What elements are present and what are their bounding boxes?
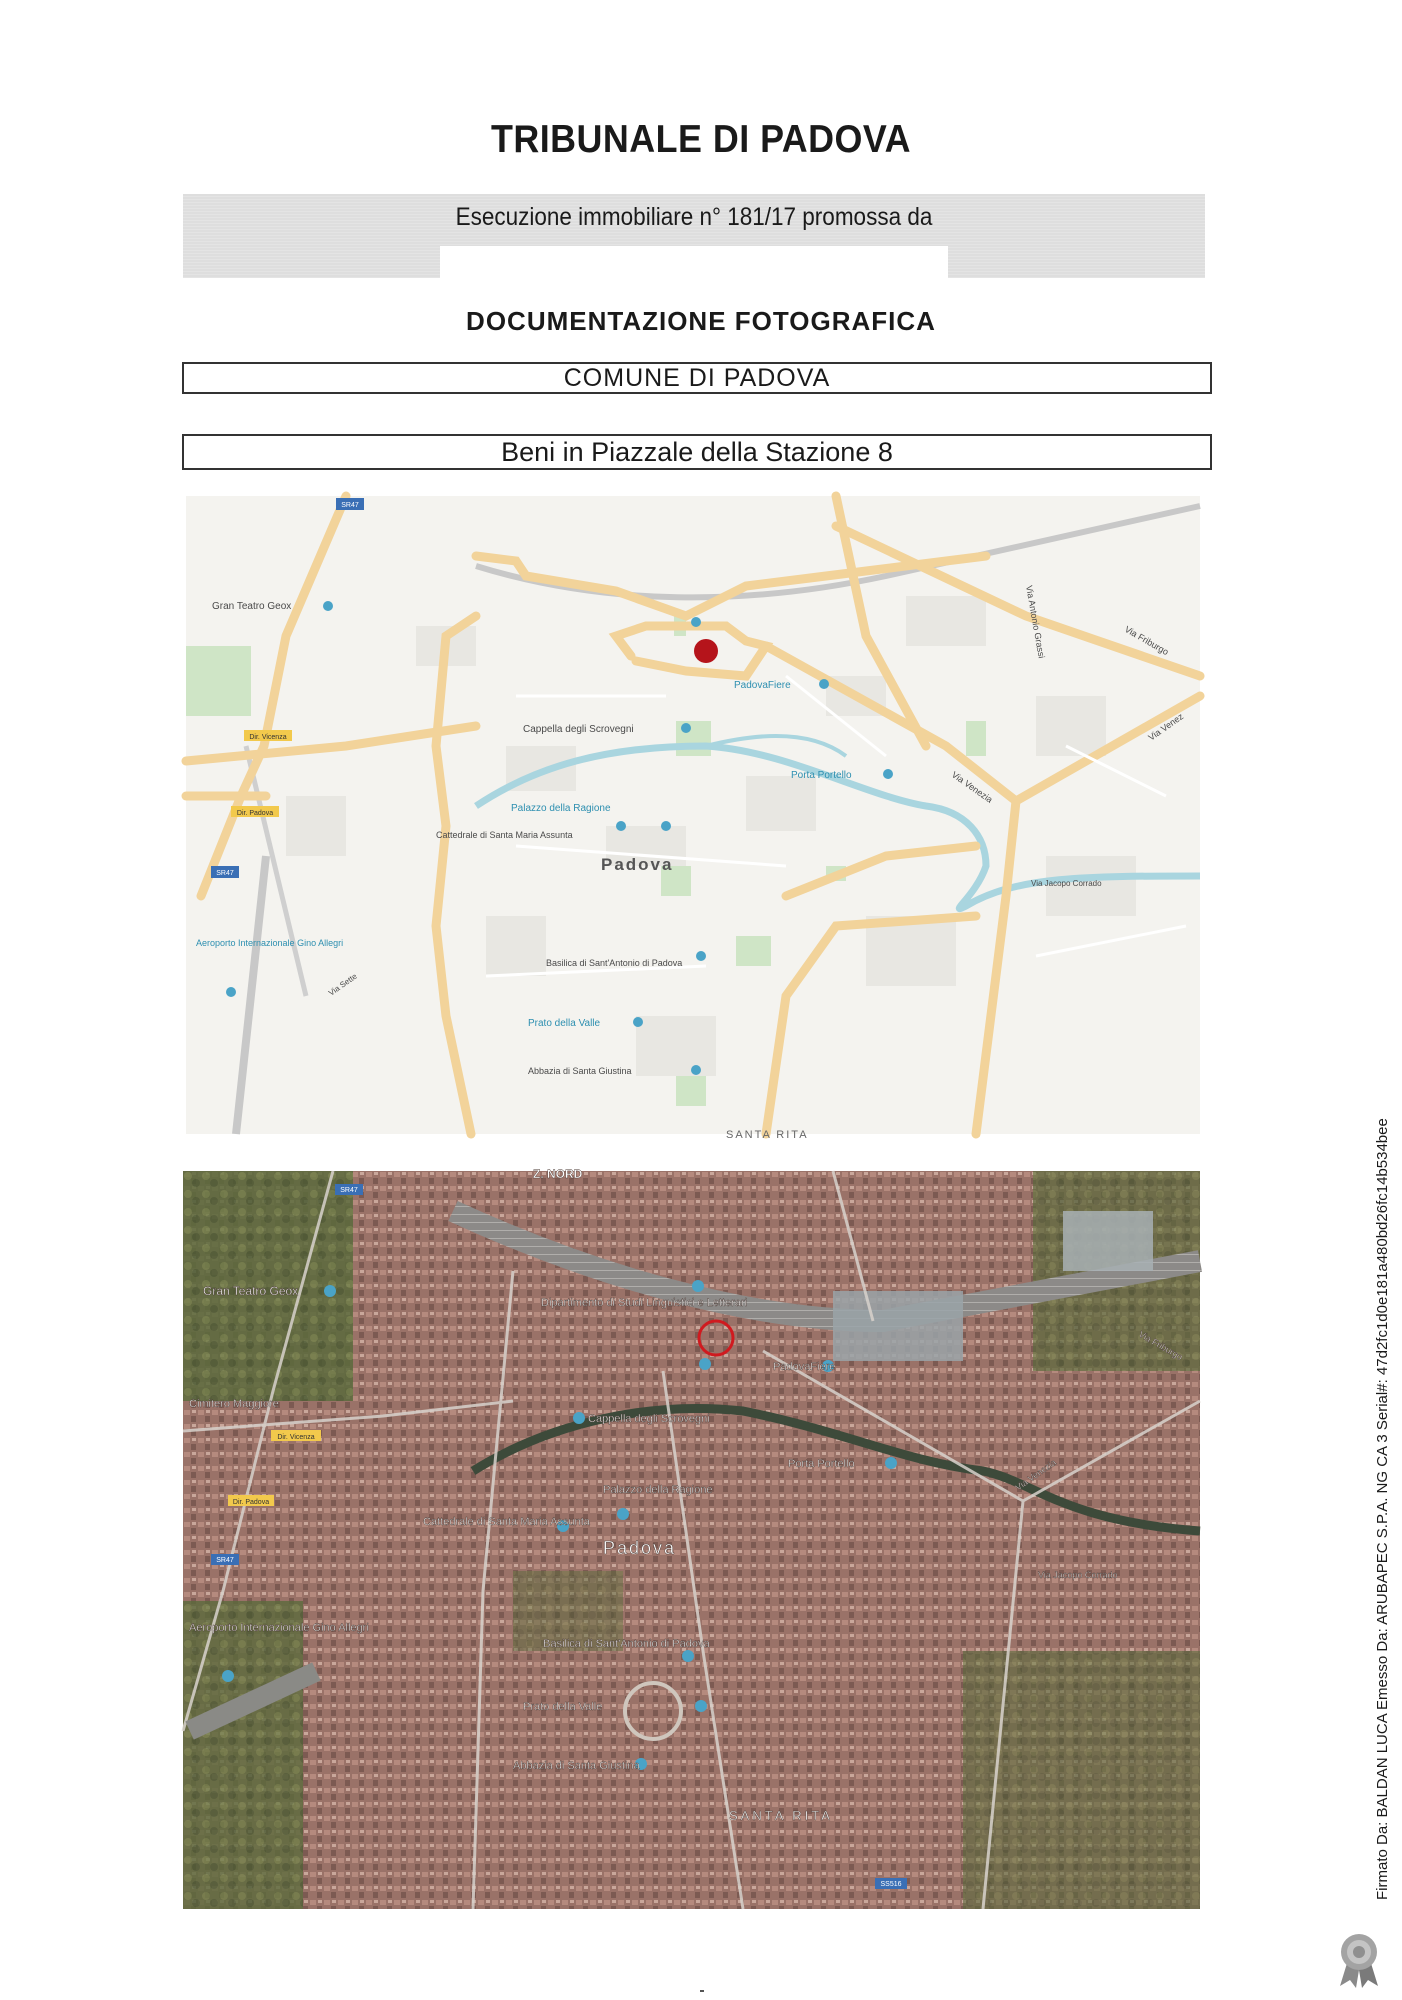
map-label: SANTA RITA — [726, 1129, 809, 1141]
svg-text:Dir. Padova: Dir. Padova — [236, 810, 274, 817]
sat-label: Cappella degli Scrovegni — [588, 1413, 710, 1425]
sat-label: Z. NORD — [533, 1167, 583, 1181]
property-marker — [694, 639, 718, 663]
certification-seal-icon — [1334, 1930, 1384, 1988]
sat-label: Gran Teatro Geox — [203, 1284, 299, 1298]
execution-text: Esecuzione immobiliare n° 181/17 promossa da — [455, 203, 933, 231]
map-label: Cappella degli Scrovegni — [523, 724, 634, 735]
map-label: Via Sette — [326, 971, 359, 998]
sat-label: SANTA RITA — [729, 1808, 833, 1823]
route-shield — [336, 498, 364, 510]
map-label: Via Antonio Grassi — [1024, 584, 1047, 660]
map-label: Via Jacopo Corrado — [1031, 879, 1102, 888]
redacted-field — [440, 246, 948, 278]
map-label: Via Venez — [1146, 711, 1186, 743]
svg-text:Dir. Vicenza: Dir. Vicenza — [249, 734, 287, 741]
sat-label: Basilica di Sant'Antonio di Padova — [543, 1638, 710, 1650]
svg-text:SR47: SR47 — [341, 502, 359, 509]
map-label: Via Friburgo — [1123, 624, 1171, 658]
map-label: PadovaFiere — [734, 680, 791, 691]
svg-text:SS516: SS516 — [880, 1881, 902, 1888]
map-label: Aeroporto Internazionale Gino Allegri — [196, 938, 344, 948]
sat-label: Cimitero Maggiore — [189, 1398, 279, 1410]
map-label: Gran Teatro Geox — [212, 601, 292, 612]
sat-label: Padova — [603, 1538, 677, 1558]
svg-text:Dir. Padova: Dir. Padova — [232, 1499, 270, 1506]
svg-text:Dir. Vicenza: Dir. Vicenza — [277, 1434, 315, 1441]
satellite-map — [183, 1167, 1200, 1909]
svg-text:SR47: SR47 — [340, 1187, 358, 1194]
sat-label: Prato della Valle — [523, 1701, 603, 1713]
svg-text:SR47: SR47 — [216, 870, 234, 877]
property-box: Beni in Piazzale della Stazione 8 — [182, 434, 1212, 470]
road-map-graphic — [186, 496, 1200, 1141]
map-label: Via Venezia — [949, 769, 995, 805]
page-mark — [700, 1990, 704, 1992]
digital-signature: Firmato Da: BALDAN LUCA Emesso Da: ARUBAPEC S.P.A. NG CA 3 Serial#: 47d2fc1d0e181a480bd26fc14b534bee — [1374, 1118, 1391, 1900]
court-title: TRIBUNALE DI PADOVA — [490, 118, 912, 161]
map-label: Abbazia di Santa Giustina — [528, 1066, 632, 1076]
section-title: DOCUMENTAZIONE FOTOGRAFICA — [466, 306, 936, 336]
sat-label: Abbazia di Santa Giustina — [513, 1760, 640, 1772]
map-label: Padova — [601, 855, 674, 874]
sat-label: Porta Portello — [788, 1458, 855, 1470]
road-map — [186, 496, 1200, 1141]
svg-text:SR47: SR47 — [216, 1557, 234, 1564]
execution-banner — [183, 194, 1205, 278]
map-label: Basilica di Sant'Antonio di Padova — [546, 958, 683, 968]
sat-label: PadovaFiere — [773, 1361, 836, 1373]
sat-label: Via Friburgo — [1137, 1329, 1185, 1363]
map-label: Palazzo della Ragione — [511, 803, 611, 814]
route-shield — [211, 866, 239, 878]
sat-label: Dipartimento di Studi Linguistici e Letterari — [541, 1297, 748, 1309]
sat-label: Palazzo della Ragione — [603, 1484, 713, 1496]
map-label: Porta Portello — [791, 770, 852, 781]
sat-label: Aeroporto Internazionale Gino Allegri — [189, 1622, 369, 1634]
map-label: Cattedrale di Santa Maria Assunta — [436, 830, 573, 840]
sat-label: Via Jacopo Corrado — [1038, 1570, 1118, 1580]
satellite-graphic — [183, 1167, 1200, 1909]
municipality-box: COMUNE DI PADOVA — [182, 362, 1212, 394]
sat-label: Cattedrale di Santa Maria Assunta — [423, 1516, 590, 1528]
sat-label: Via Venezia — [1013, 1457, 1058, 1493]
map-label: Prato della Valle — [528, 1018, 601, 1029]
